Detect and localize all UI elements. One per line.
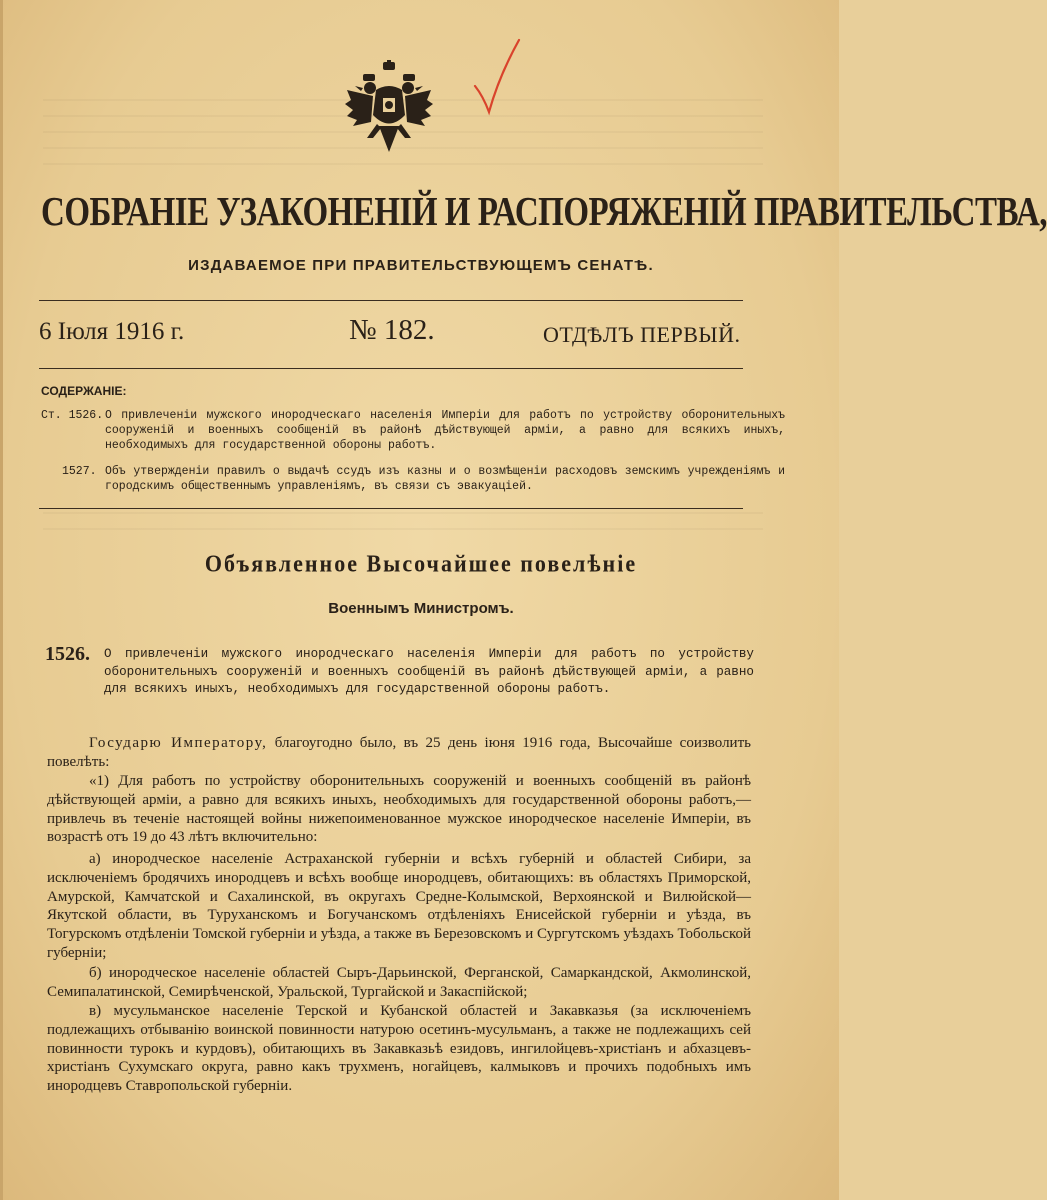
- article-title: О привлеченіи мужского инородческаго населенія Имперіи для работъ по устройству оборонительныхъ сооруженій и военныхъ сообщеній въ районѣ дѣйствующей арміи, а равно для всякихъ иныхъ, необходимыхъ для государственной обороны работъ.: [104, 647, 754, 696]
- decree-paragraph-1: «1) Для работъ по устройству оборонительныхъ сооруженій и военныхъ сообщеній въ районѣ дѣйствующей арміи, а равно для всякихъ иныхъ, необходимыхъ для государственной обороны работъ,—привлечь въ теченіе настоящей войны нижепоименованное мужское инородческое населеніе Имперіи, въ возрастѣ отъ 19 до 43 лѣтъ включительно:: [47, 773, 751, 846]
- contents-heading: СОДЕРЖАНІЕ:: [41, 384, 127, 398]
- decree-paragraph-a: а) инородческое населеніе Астраханской губерніи и всѣхъ губерній и областей Сибири, за исключеніемъ бродячихъ инородцевъ и всѣхъ вообще инородцевъ, обитающихъ: въ областяхъ Приморской, Амурской, Камчатской и Сахалинской, въ округахъ Средне-Колымской, Верхоянской и Вилюйской—Якутской области, въ Туруханскомъ и Богучанскомъ отдѣленіяхъ Енисейской губерніи и уѣзда, въ Тогурскомъ отдѣленіи Томской губерніи и уѣзда, а также въ Березовскомъ и Сургутскомъ уѣздахъ Тобольской губерніи;: [47, 851, 751, 961]
- double-headed-eagle-icon: [343, 60, 435, 158]
- publication-subtitle: ИЗДАВАЕМОЕ ПРИ ПРАВИТЕЛЬСТВУЮЩЕМЪ СЕНАТѢ.: [188, 257, 654, 274]
- divider: [39, 300, 743, 301]
- decree-paragraph-v: в) мусульманское населеніе Терской и Кубанской областей и Закавказья (за исключеніемъ подлежащихъ отбыванію воинской повинности натурою осетинъ-мусульманъ, а также не подлежащихъ сей повинности турокъ и курдовъ), обитающихъ въ Закавказьѣ езидовъ, ингилойцевъ-христіанъ и абхазцевъ-христіанъ Сухумскаго округа, равно какъ трухменъ, ногайцевъ, калмыковъ и прочихъ подобныхъ имъ инородцевъ Ставропольской губерніи.: [47, 1003, 751, 1095]
- contents-item-number: 1527.: [62, 465, 97, 478]
- contents-item: [41, 464, 785, 496]
- decree-subtitle: Военнымъ Министромъ.: [328, 600, 514, 617]
- contents-item-text: Объ утвержденіи правилъ о выдачѣ ссудъ изъ казны и о возмѣщеніи расходовъ земскимъ учрежденіямъ и городскимъ общественнымъ управленіямъ, въ связи съ эвакуаціей.: [105, 465, 785, 493]
- publication-title: СОБРАНІЕ УЗАКОНЕНІЙ И РАСПОРЯЖЕНІЙ ПРАВИТЕЛЬСТВА,: [41, 190, 1047, 235]
- contents-item-text: О привлеченіи мужского инородческаго населенія Имперіи для работъ по устройству оборонительныхъ сооруженій и военныхъ сообщеній въ районѣ дѣйствующей арміи, а равно для всякихъ иныхъ, необходимыхъ для государственной обороны работъ.: [105, 409, 785, 452]
- article-number: 1526.: [45, 643, 90, 665]
- contents-item-number: Ст. 1526.: [41, 409, 104, 422]
- red-checkmark-icon: [473, 36, 523, 116]
- contents-item: [41, 408, 785, 456]
- show-through-band: [43, 500, 763, 530]
- divider: [39, 368, 743, 369]
- issue-date: 6 Іюля 1916 г.: [39, 318, 185, 345]
- decree-intro-rest: благоугодно было, въ 25 день іюня 1916 года, Высочайше соизволить повелѣть:: [47, 735, 751, 770]
- decree-paragraph-b: б) инородческое населеніе областей Сыръ-Дарьинской, Ферганской, Самаркандской, Акмолинской, Семипалатинской, Семирѣченской, Уральской, Тургайской и Закаспійской;: [47, 965, 751, 1000]
- decree-intro-spaced: Государю Императору,: [89, 735, 268, 751]
- divider: [39, 508, 743, 509]
- issue-section: ОТДѢЛЪ ПЕРВЫЙ.: [543, 322, 741, 347]
- decree-intro: [47, 734, 751, 772]
- issue-number: № 182.: [349, 314, 435, 346]
- decree-title: Объявленное Высочайшее повелѣніе: [204, 549, 638, 578]
